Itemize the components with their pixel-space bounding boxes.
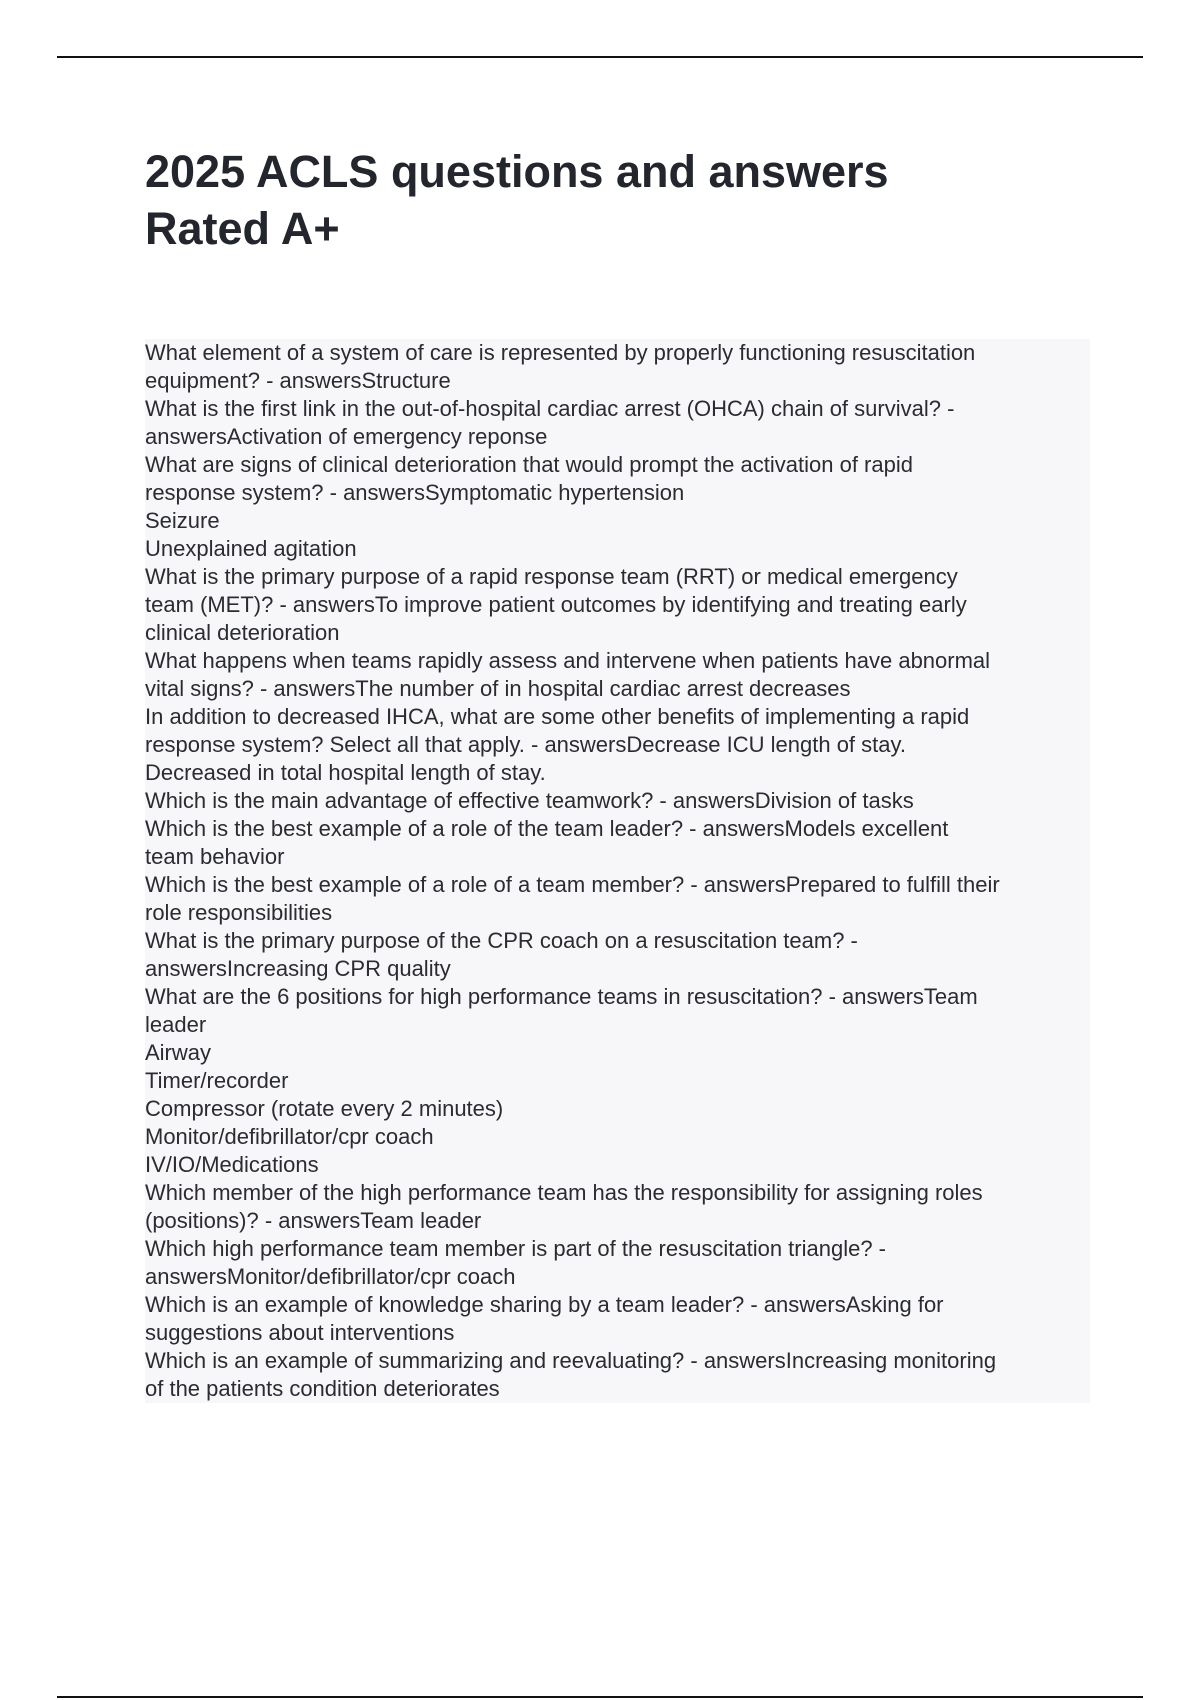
qa-line: Seizure [145, 507, 1090, 535]
title-line: 2025 ACLS questions and answers [145, 146, 889, 197]
qa-line: Which is an example of knowledge sharing by a team leader? - answersAsking for [145, 1291, 1090, 1319]
qa-line: vital signs? - answersThe number of in hospital cardiac arrest decreases [145, 675, 1090, 703]
qa-line: Which member of the high performance team has the responsibility for assigning roles [145, 1179, 1090, 1207]
qa-line: What is the primary purpose of a rapid response team (RRT) or medical emergency [145, 563, 1090, 591]
qa-line: clinical deterioration [145, 619, 1090, 647]
qa-line: Which high performance team member is part of the resuscitation triangle? - [145, 1235, 1090, 1263]
qa-line: response system? - answersSymptomatic hypertension [145, 479, 1090, 507]
qa-line: Which is the main advantage of effective teamwork? - answersDivision of tasks [145, 787, 1090, 815]
qa-line: team (MET)? - answersTo improve patient outcomes by identifying and treating early [145, 591, 1090, 619]
top-divider [57, 56, 1143, 58]
qa-line: Which is an example of summarizing and reevaluating? - answersIncreasing monitoring [145, 1347, 1090, 1375]
qa-line: Decreased in total hospital length of stay. [145, 759, 1090, 787]
qa-line: IV/IO/Medications [145, 1151, 1090, 1179]
qa-line: What is the primary purpose of the CPR coach on a resuscitation team? - [145, 927, 1090, 955]
qa-line: Compressor (rotate every 2 minutes) [145, 1095, 1090, 1123]
qa-line: Monitor/defibrillator/cpr coach [145, 1123, 1090, 1151]
qa-line: leader [145, 1011, 1090, 1039]
qa-line: What are signs of clinical deterioration that would prompt the activation of rapid [145, 451, 1090, 479]
page-title [145, 143, 1105, 257]
qa-line: Timer/recorder [145, 1067, 1090, 1095]
qa-line: role responsibilities [145, 899, 1090, 927]
qa-line: (positions)? - answersTeam leader [145, 1207, 1090, 1235]
qa-line: What element of a system of care is represented by properly functioning resuscitation [145, 339, 1090, 367]
qa-line: suggestions about interventions [145, 1319, 1090, 1347]
qa-line: What are the 6 positions for high performance teams in resuscitation? - answersTeam [145, 983, 1090, 1011]
qa-line: What is the first link in the out-of-hospital cardiac arrest (OHCA) chain of survival? - [145, 395, 1090, 423]
qa-line: Which is the best example of a role of a team member? - answersPrepared to fulfill their [145, 871, 1090, 899]
qa-line: answersIncreasing CPR quality [145, 955, 1090, 983]
qa-line: In addition to decreased IHCA, what are some other benefits of implementing a rapid [145, 703, 1090, 731]
qa-line: of the patients condition deteriorates [145, 1375, 1090, 1403]
qa-line: Which is the best example of a role of the team leader? - answersModels excellent [145, 815, 1090, 843]
qa-line: What happens when teams rapidly assess and intervene when patients have abnormal [145, 647, 1090, 675]
qa-line: answersMonitor/defibrillator/cpr coach [145, 1263, 1090, 1291]
title-line: Rated A+ [145, 203, 340, 254]
qa-line: response system? Select all that apply. - answersDecrease ICU length of stay. [145, 731, 1090, 759]
bottom-divider [57, 1696, 1143, 1698]
qa-line: answersActivation of emergency reponse [145, 423, 1090, 451]
qa-line: equipment? - answersStructure [145, 367, 1090, 395]
qa-line: Airway [145, 1039, 1090, 1067]
qa-line: Unexplained agitation [145, 535, 1090, 563]
qa-line: team behavior [145, 843, 1090, 871]
qa-body [145, 339, 1090, 1403]
